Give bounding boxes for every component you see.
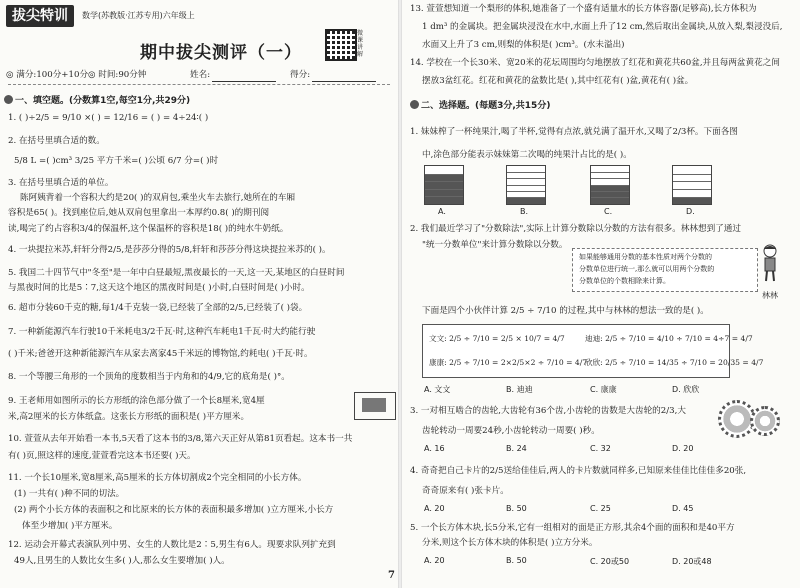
- kid-label: 林林: [762, 291, 778, 300]
- kid-icon: [758, 243, 782, 287]
- c4-option-c[interactable]: C. 25: [590, 504, 611, 513]
- c1-option-b-figure[interactable]: [506, 165, 546, 205]
- book-gutter: [398, 0, 402, 588]
- c1-option-b[interactable]: B.: [520, 207, 529, 216]
- q10-line1: 10. 萱萱从去年开始看一本书,5天看了这本书的3/8,第六天正好从第81页看起。这本书一共: [8, 434, 353, 444]
- q8: 8. 一个等腰三角形的一个顶角的度数相当于内角和的4/9,它的底角是( )°。: [8, 372, 290, 382]
- section-choice-title: 二、选择题。(每题3分,共15分): [410, 98, 550, 111]
- c2-option-a[interactable]: A. 文文: [424, 385, 451, 394]
- q10-line2: 有( )页,照这样的速度,萱萱看完这本书还要( )天。: [8, 451, 196, 461]
- brand-logo: 拔尖特训: [6, 5, 74, 27]
- c3-option-c[interactable]: C. 32: [590, 444, 611, 453]
- q7-line2: ( )千米;爸爸开这种新能源汽车从家去离家45千米远的博物馆,约耗电( )千瓦·时。: [8, 349, 313, 359]
- c2-line3: 下面是四个小伙伴计算 2/5 ÷ 7/10 的过程,其中与林林的想法一致的是( )。: [422, 306, 709, 316]
- c5-option-c[interactable]: C. 20或50: [590, 557, 630, 566]
- c4-option-d[interactable]: D. 45: [672, 504, 694, 513]
- time-info: ◎ 时间:90分钟: [88, 70, 147, 80]
- c2-option-d[interactable]: D. 欣欣: [672, 385, 700, 394]
- c2-speech-bubble: [572, 248, 758, 292]
- c2-option-c[interactable]: C. 康康: [590, 385, 617, 394]
- q5-line1: 5. 我国二十四节气中"冬至"是一年中白昼最短,黑夜最长的一天,这一天,某地区的白昼时间: [8, 268, 345, 278]
- q11-part2-cont: 体至少增加( )平方厘米。: [22, 521, 118, 531]
- c5-option-d[interactable]: D. 20或48: [672, 557, 712, 566]
- q3: 3. 在括号里填合适的单位。: [8, 178, 114, 188]
- q12-line1: 12. 运动会开幕式表演队列中男、女生的人数比是2∶5,男生有6人。现要求队列扩充到: [8, 540, 336, 550]
- c2-line1: 2. 我们最近学习了"分数除法",实际上计算分数除以分数的方法有很多。林林想到了通过: [410, 224, 741, 234]
- q9-line2: 米,高2厘米的长方体纸盒。这张长方形纸的面积是( )平方厘米。: [8, 412, 250, 422]
- qr-code-icon[interactable]: [325, 29, 357, 61]
- book-title: 数学(苏教版·江苏专用)六年级上: [82, 11, 195, 20]
- c2-calc-box: [422, 324, 764, 378]
- c1-option-c-figure[interactable]: [590, 165, 630, 205]
- calc-didi: 迪迪: 2/5 ÷ 7/10 = 4/10 ÷ 7/10 = 4÷7 = 4/7: [585, 334, 753, 343]
- q3-line1: 陈阿姨背着一个容积大约是20( )的双肩包,乘坐火车去旅行,她所在的车厢: [20, 193, 296, 203]
- calc-kangkang: 康康: 2/5 ÷ 7/10 = 2×2/5×2 ÷ 7/10 = 4/7: [429, 358, 588, 367]
- q2-items: 5/8 L =( )cm³ 3/25 平方千米=( )公顷 6/7 分=( )时: [14, 156, 219, 166]
- c1-line1: 1. 妹妹榨了一杯纯果汁,喝了半杯,觉得有点浓,就兑满了温开水,又喝了2/3杯。下面各图: [410, 127, 738, 137]
- c2-line2: "统一分数单位"来计算分数除以分数。: [422, 240, 568, 250]
- q11-part1: (1) 一共有( )种不同的切法。: [14, 489, 125, 499]
- c1-option-a-figure[interactable]: [424, 165, 464, 205]
- c5-option-b[interactable]: B. 50: [506, 556, 527, 565]
- page-number: 7: [388, 570, 395, 581]
- c3-line2: 齿轮转动一周要24秒,小齿轮转动一周要( )秒。: [422, 426, 600, 436]
- q7-line1: 7. 一种新能源汽车行驶10千米耗电3/2千瓦·时,这种汽车耗电1千瓦·时大约能行驶: [8, 327, 316, 337]
- c1-option-a[interactable]: A.: [438, 207, 446, 216]
- q14-line2: 摆放3盆红花。红花和黄花的盆数比是( ),其中红花有( )盆,黄花有( )盆。: [422, 76, 694, 86]
- q13-line1: 13. 萱萱想知道一个梨形的体积,她准备了一个盛有适量水的长方体容器(足够高),长方体积为: [410, 4, 757, 14]
- divider: [8, 84, 390, 85]
- c5-option-a[interactable]: A. 20: [424, 556, 445, 565]
- q12-line2: 49人,且男生的人数比女生多( )人,那么女生要增加( )人。: [14, 556, 230, 566]
- qr-tag: 微课讲解: [357, 30, 364, 58]
- bubble-line2: 分数单位进行统一,那么就可以用两个分数的: [579, 265, 715, 273]
- c5-line1: 5. 一个长方体木块,长5分米,它有一组相对的面是正方形,其余4个面的面积和是40平方: [410, 523, 735, 533]
- c4-line1: 4. 奇奇把自己卡片的2/5送给佳佳后,两人的卡片数就同样多,已知原来佳佳比佳佳多20张,: [410, 466, 747, 476]
- q11: 11. 一个长10厘米,宽8厘米,高5厘米的长方体切割成2个完全相同的小长方体。: [8, 473, 307, 483]
- bubble-line1: 如果能够通用分数的基本性质对两个分数的: [579, 253, 712, 261]
- calc-wenwen: 文文: 2/5 ÷ 7/10 = 2/5 × 10/7 = 4/7: [429, 334, 565, 343]
- page-title: 期中拔尖测评（一）: [140, 43, 302, 63]
- c5-line2: 分米,则这个长方体木块的体积是( )立方分米。: [422, 538, 598, 548]
- right-page: [402, 0, 800, 588]
- q13-line2: 1 dm³ 的金属块。把金属块浸没在水中,水面上升了12 cm,然后取出金属块,从放入梨,梨浸没后,: [422, 22, 783, 32]
- c4-option-a[interactable]: A. 20: [424, 504, 445, 513]
- c3-option-d[interactable]: D. 20: [672, 444, 694, 453]
- c2-option-b[interactable]: B. 迪迪: [506, 385, 533, 394]
- q9-line1: 9. 王老师用如图所示的长方形纸的涂色部分做了一个长8厘米,宽4厘: [8, 396, 265, 406]
- section-icon: [410, 100, 419, 109]
- q9-shaded-rect: [362, 398, 386, 412]
- section-fill-title: 一、填空题。(分数算1空,每空1分,共29分): [4, 93, 190, 106]
- q1: 1. ( )÷2/5 = 9/10 ×( ) = 12/16 = ( ) = 4÷24∶( ): [8, 113, 209, 123]
- name-label: 姓名:: [190, 70, 211, 80]
- name-field[interactable]: [212, 72, 276, 82]
- q9-figure: [354, 392, 394, 418]
- q5-line2: 与黑夜时间的比是5∶7,这天这个地区的黑夜时间是( )小时,白昼时间是( )小时。: [8, 283, 310, 293]
- score-info: ◎ 满分:100分+10分: [6, 70, 89, 80]
- c3-line1: 3. 一对相互啮合的齿轮,大齿轮有36个齿,小齿轮的齿数是大齿轮的2/3,大: [410, 406, 686, 416]
- small-gear-icon: [750, 406, 780, 436]
- c1-line2: 中,涂色部分能表示妹妹第二次喝的纯果汁占比的是( )。: [422, 150, 632, 160]
- c1-option-d[interactable]: D.: [686, 207, 695, 216]
- q11-part2: (2) 两个小长方体的表面积之和比原来的长方体的表面积最多增加( )立方厘米,小长方: [14, 505, 334, 515]
- c4-option-b[interactable]: B. 50: [506, 504, 527, 513]
- c4-line2: 奇奇原来有( )张卡片。: [422, 486, 509, 496]
- q13-line3: 水面又上升了3 cm,则梨的体积是( )cm³。(水未溢出): [422, 40, 625, 50]
- q3-line2: 容积是65( )。找到座位后,她从双肩包里拿出一本厚约0.8( )的期刊阅: [8, 208, 270, 218]
- section-icon: [4, 95, 13, 104]
- calc-xinxin: 欣欣: 2/5 ÷ 7/10 = 14/35 ÷ 7/10 = 20/35 = 4/7: [585, 358, 764, 367]
- bubble-line3: 分数单位的个数相除来计算。: [579, 277, 670, 285]
- score-field[interactable]: [312, 72, 376, 82]
- c3-option-b[interactable]: B. 24: [506, 444, 527, 453]
- c1-option-c[interactable]: C.: [604, 207, 613, 216]
- score-label: 得分:: [290, 70, 311, 80]
- q2: 2. 在括号里填合适的数。: [8, 136, 105, 146]
- c1-option-d-figure[interactable]: [672, 165, 712, 205]
- q3-line3: 读,喝完了约占容积3/4的保温杯,这个保温杯的容积是18( )的纯水牛奶纸。: [8, 224, 289, 234]
- q4: 4. 一块提拉米苏,轩轩分得2/5,是莎莎分得的5/8,轩轩和莎莎分得这块提拉米苏的( )。: [8, 245, 331, 255]
- c3-option-a[interactable]: A. 16: [424, 444, 445, 453]
- q6: 6. 超市分装60千克的糖,每1/4千克装一袋,已经装了全部的2/5,已经装了( )袋。: [8, 303, 308, 313]
- q14-line1: 14. 学校在一个长30米、宽20米的花坛周围均匀地摆放了红花和黄花共60盆,并且每两盆黄花之间: [410, 58, 780, 68]
